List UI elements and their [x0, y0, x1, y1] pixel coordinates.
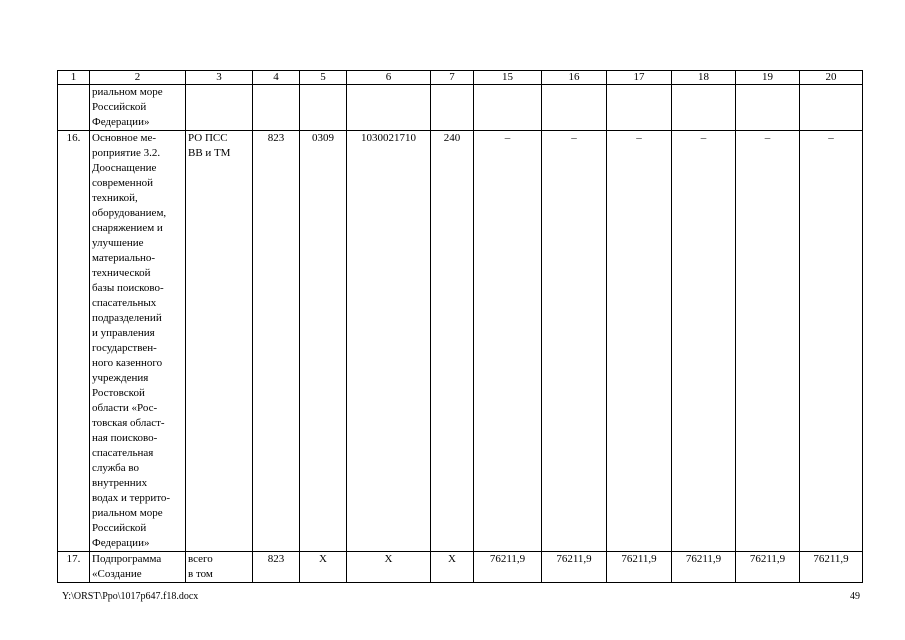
row-executor-cell: [186, 131, 253, 552]
cell-c4: 823: [253, 131, 300, 552]
header-row: [58, 71, 863, 85]
cell-c16: 76211,9: [542, 552, 607, 583]
cell-c6: 1030021710: [347, 131, 431, 552]
table-row: [58, 85, 863, 131]
row-name-cell: [90, 131, 186, 552]
cell-c6: [347, 85, 431, 131]
cell-c15: –: [474, 131, 542, 552]
header-cell-2: 2: [90, 71, 186, 85]
row-name-cell: [90, 552, 186, 583]
cell-c15: 76211,9: [474, 552, 542, 583]
cell-c5: 0309: [300, 131, 347, 552]
table-row: [58, 552, 863, 583]
header-cell-15: 15: [474, 71, 542, 85]
row-name-cell: [90, 85, 186, 131]
header-cell-4: 4: [253, 71, 300, 85]
cell-c20: [800, 85, 863, 131]
row-number: 16.: [58, 131, 90, 552]
cell-c4: 823: [253, 552, 300, 583]
header-cell-6: 6: [347, 71, 431, 85]
cell-c19: 76211,9: [736, 552, 800, 583]
cell-c7: 240: [431, 131, 474, 552]
cell-c16: –: [542, 131, 607, 552]
cell-c18: –: [672, 131, 736, 552]
cell-c17: 76211,9: [607, 552, 672, 583]
table-row: [58, 131, 863, 552]
budget-table: [57, 70, 863, 583]
row-name: Подпрограмма «Создание: [92, 553, 162, 580]
row-executor: всего в том: [188, 553, 213, 580]
header-cell-5: 5: [300, 71, 347, 85]
row-name: Основное ме- роприятие 3.2. Дооснащение современной техникой, оборудованием, снаряжением и улучшение материально- технической базы поисково- спасательных подразделений и управления государствен- ного казенного учреждения Ростовской области «Рос- товская област- ная поисково- спасательная служба во внутренних водах и террито- риальном море Российской Федерации»: [92, 132, 171, 549]
cell-c7: Х: [431, 552, 474, 583]
cell-c7: [431, 85, 474, 131]
row-executor-cell: [186, 85, 253, 131]
cell-c18: 76211,9: [672, 552, 736, 583]
footer-file-path: Y:\ORST\Ppo\1017p647.f18.docx: [62, 591, 199, 602]
header-cell-3: 3: [186, 71, 253, 85]
header-cell-20: 20: [800, 71, 863, 85]
cell-c18: [672, 85, 736, 131]
cell-c5: [300, 85, 347, 131]
row-number: 17.: [58, 552, 90, 583]
row-executor-cell: [186, 552, 253, 583]
cell-c4: [253, 85, 300, 131]
cell-c15: [474, 85, 542, 131]
header-cell-7: 7: [431, 71, 474, 85]
cell-c6: Х: [347, 552, 431, 583]
header-cell-1: 1: [58, 71, 90, 85]
header-cell-17: 17: [607, 71, 672, 85]
cell-c5: Х: [300, 552, 347, 583]
cell-c20: 76211,9: [800, 552, 863, 583]
row-executor: РО ПСС ВВ и ТМ: [188, 132, 231, 159]
footer-page-number: 49: [850, 591, 860, 602]
cell-c17: –: [607, 131, 672, 552]
header-cell-19: 19: [736, 71, 800, 85]
cell-c19: –: [736, 131, 800, 552]
header-cell-18: 18: [672, 71, 736, 85]
cell-c19: [736, 85, 800, 131]
cell-c20: –: [800, 131, 863, 552]
header-cell-16: 16: [542, 71, 607, 85]
cell-c16: [542, 85, 607, 131]
row-name: риальном море Российской Федерации»: [92, 86, 163, 128]
cell-c17: [607, 85, 672, 131]
row-number: [58, 85, 90, 131]
